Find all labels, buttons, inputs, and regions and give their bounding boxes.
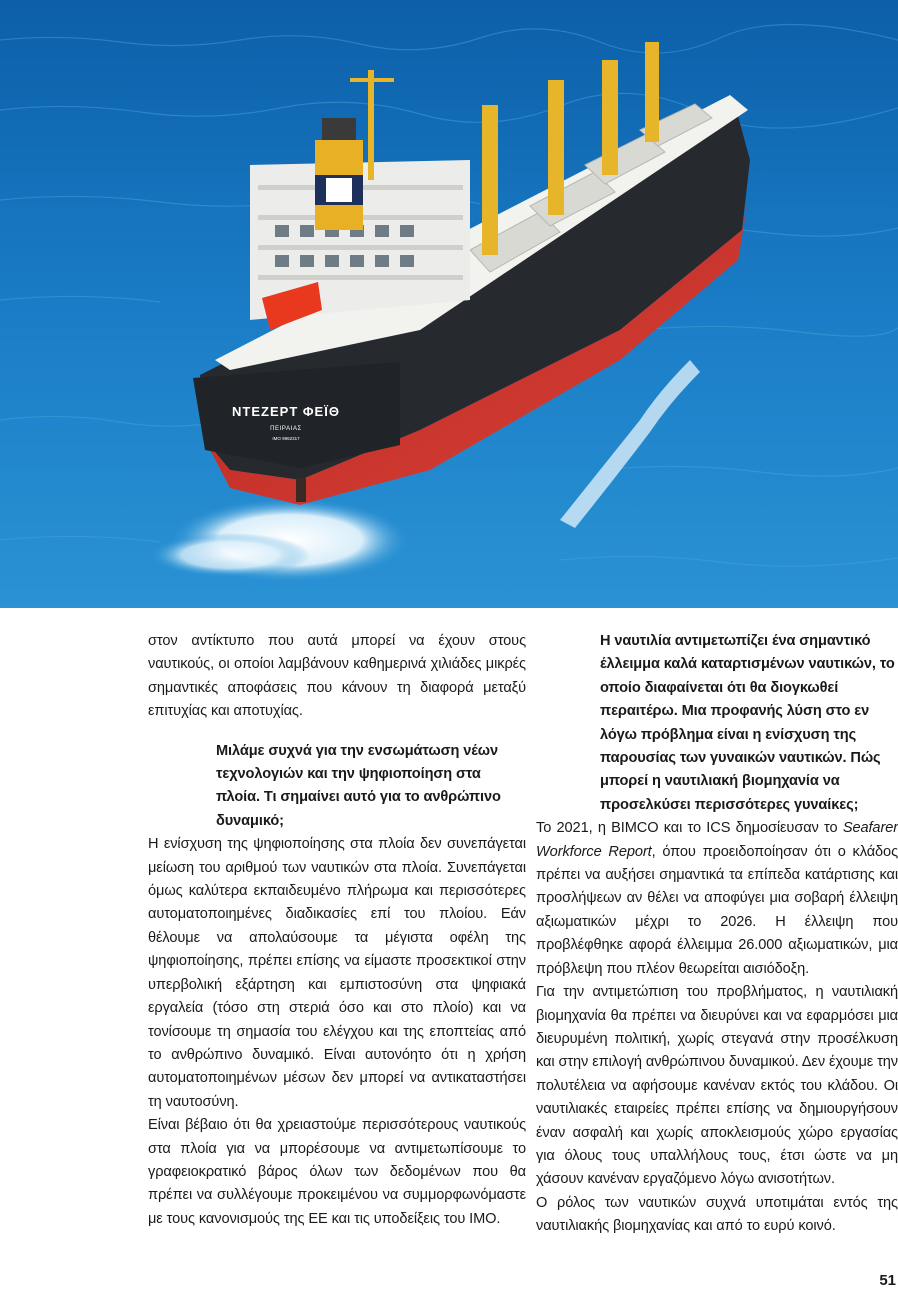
ship-name-lettering: ΝΤΕΖΕΡΤ ΦΕΪΘ: [232, 404, 340, 419]
left-column: [148, 630, 526, 1231]
left-paragraph-3: Είναι βέβαιο ότι θα χρειαστούμε περισσότερους ναυτικούς στα πλοία για να μπορέσουμε να αντιμετωπίσουμε το γραφειοκρατικό βάρος όλων των δεδομένων που θα πρέπει να συλλέγουμε προκειμένου να συμμορφωνόμαστε με τους κανονισμούς της ΕΕ και τις υποδείξεις του IMO.: [148, 1117, 526, 1227]
right-paragraph-1-start: Το 2021, η BIMCO και το ICS δημοσίευσαν το: [536, 820, 843, 837]
right-paragraph-3: Ο ρόλος των ναυτικών συχνά υποτιμάται εντός της ναυτιλιακής βιομηχανίας και από το ευρύ κοινό.: [536, 1194, 898, 1235]
right-column: [536, 630, 898, 1239]
report-title: Seafarer Workforce Report: [536, 820, 898, 860]
interview-question-digitalisation: Μιλάμε συχνά για την ενσωμάτωση νέων τεχνολογιών και την ψηφιοποίηση στα πλοία. Τι σημαίνει αυτό για το ανθρώπινο δυναμικό;: [216, 742, 501, 829]
bulk-carrier-photo: [0, 0, 898, 608]
right-paragraph-1-end: , όπου προειδοποίησαν ότι ο κλάδος πρέπει να αυξήσει σημαντικά τα επίπεδα κατάρτισης και προσλήψεων αν θέλει να αποφύγει μια σοβαρή έλλειψη αξιωματικών μέχρι το 2026. Η έλλειψη που προβλέφθηκε αφορά έλλειμμα 26.000 αξιωματικών, μια πρόβλεψη που πλέον θεωρείται αισιόδοξη.: [536, 843, 898, 977]
imo-lettering: IMO 9962317: [272, 436, 300, 441]
interview-question-women-seafarers: Η ναυτιλία αντιμετωπίζει ένα σημαντικό έλλειμμα καλά καταρτισμένων ναυτικών, το οποίο διαφαίνεται ότι θα διογκωθεί περαιτέρω. Μια προφανής λύση στο εν λόγω πρόβλημα είναι η ενίσχυση της παρουσίας των γυναικών ναυτικών. Πώς μπορεί η ναυτιλιακή βιομηχανία να προσελκύσει περισσότερες γυναίκες;: [600, 633, 895, 813]
right-paragraph-2: Για την αντιμετώπιση του προβλήματος, η ναυτιλιακή βιομηχανία θα πρέπει να διευρύνει και να εφαρμόσει μια διευρυμένη πολιτική, χωρίς στεγανά στην προσέλκυση και στην επιλογή ανθρώπινου δυναμικού. Δεν έχουμε την πολυτέλεια να αφήσουμε κανέναν εκτός του κλάδου. Οι ναυτιλιακές εταιρείες πρέπει επίσης να δημιουργήσουν έναν ασφαλή και χωρίς αποκλεισμούς χώρο εργασίας για όλους τους υπαλλήλους τους, έτσι ώστε να μη χάσουν κανέναν εργαζόμενο λόγω ανισοτήτων.: [536, 984, 898, 1188]
left-paragraph-1: στον αντίκτυπο που αυτά μπορεί να έχουν στους ναυτικούς, οι οποίοι λαμβάνουν καθημερινά χιλιάδες μικρές σημαντικές αποφάσεις που κάνουν τη διαφορά μεταξύ επιτυχίας και αποτυχίας.: [148, 633, 526, 720]
page-number: 51: [879, 1272, 896, 1289]
left-paragraph-2: Η ενίσχυση της ψηφιοποίησης στα πλοία δεν συνεπάγεται μείωση του αριθμού των ναυτικών στα πλοία. Συνεπάγεται όμως καλύτερα εκπαιδευμένο πλήρωμα και περισσότερες αυτοματοποιημένες διαδικασίες επί του πλοίου. Εάν θέλουμε να απολαύσουμε τα μέγιστα οφέλη της ψηφιοποίησης, πρέπει επίσης να είμαστε προσεκτικοί στην υπερβολική εξάρτηση και εμπιστοσύνη στα ψηφιακά εργαλεία (τόσο στη στεριά όσο και στο πλοίο) και να τονίσουμε τη σημασία του ελέγχου και της εποπτείας από το ανθρώπινο δυναμικό. Είναι αυτονόητο ότι η χρήση αυτοματοποιημένων μέσων δεν μπορεί να αντικαταστήσει τη ναυτοσύνη.: [148, 836, 526, 1110]
right-paragraph-1: [536, 817, 898, 981]
home-port-lettering: ΠΕΙΡΑΙΑΣ: [270, 426, 302, 432]
